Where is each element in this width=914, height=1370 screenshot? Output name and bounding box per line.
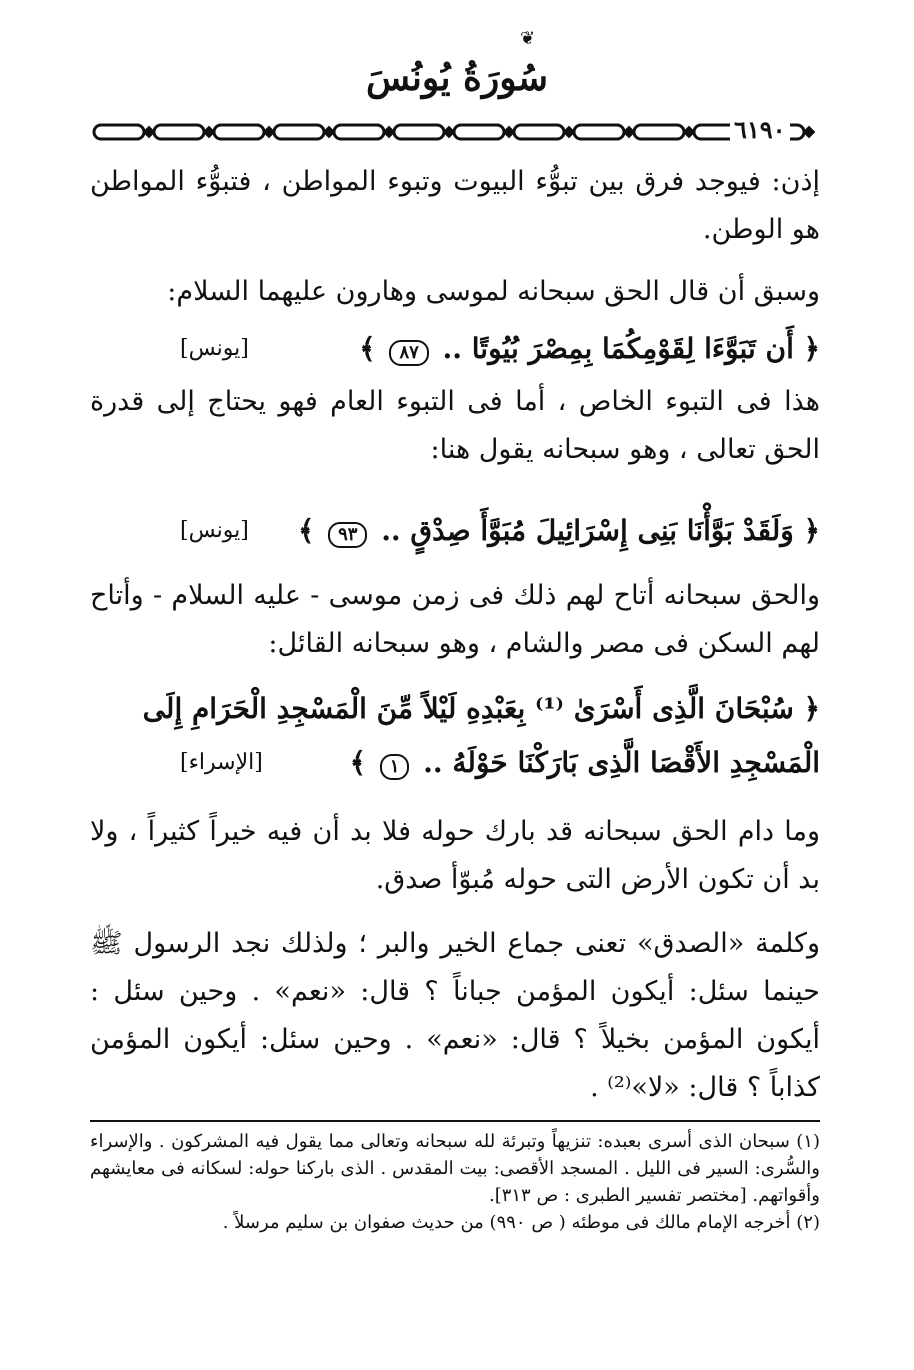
chain-link	[94, 125, 144, 139]
verse-open-bracket: ﴿	[803, 692, 820, 725]
chain-link	[454, 125, 504, 139]
paragraph-6: وكلمة «الصدق» تعنى جماع الخير والبر ؛ ولذلك نجد الرسول ﷺ حينما سئل: أيكون المؤمن جباناً ؟ قال: «نعم» . وحين سئل : أيكون المؤمن بخيلاً ؟ قال: «نعم» . وحين سئل: أيكون المؤمن كذاباً ؟ قال: «لا»⁽²⁾ .	[90, 928, 820, 1103]
paragraph-1: إذن: فيوجد فرق بين تبوُّء البيوت وتبوء المواطن ، فتبوُّء المواطن هو الوطن.	[90, 166, 820, 245]
chain-link	[274, 125, 324, 139]
verse-text: أَن تَبَوَّءَا لِقَوْمِكُمَا بِمِصْرَ بُيُوتًا ..	[442, 332, 794, 365]
paragraph-4: والحق سبحانه أتاح لهم ذلك فى زمن موسى - عليه السلام - وأتاح لهم السكن فى مصر والشام ، وهو سبحانه القائل:	[90, 580, 820, 659]
chain-diamond	[445, 128, 453, 136]
chain-diamond	[205, 128, 213, 136]
chain-diamond	[265, 128, 273, 136]
chain-diamond	[565, 128, 573, 136]
ayah-number: ١	[380, 754, 410, 780]
paragraph-2: وسبق أن قال الحق سبحانه لموسى وهارون عليهما السلام:	[167, 276, 820, 307]
chain-link	[214, 125, 264, 139]
chain-link	[154, 125, 204, 139]
surah-title: سُورَةُ يُونُسَ	[365, 57, 549, 99]
quran-verse-3	[90, 682, 820, 790]
chain-diamond	[145, 128, 153, 136]
paragraph-3: هذا فى التبوء الخاص ، أما فى التبوء العام فهو يحتاج إلى قدرة الحق تعالى ، وهو سبحانه يقول هنا:	[90, 386, 820, 465]
footnotes	[90, 1128, 820, 1236]
verse-text: سُبْحَانَ الَّذِى أَسْرَىٰ ⁽¹⁾ بِعَبْدِهِ لَيْلاً مِّنَ الْمَسْجِدِ الْحَرَامِ إِلَى الْمَسْجِدِ الأَقْصَا الَّذِى بَارَكْنَا حَوْلَهُ ..	[142, 692, 820, 779]
chain-diamond	[505, 128, 513, 136]
ayah-number: ٨٧	[389, 340, 428, 366]
quran-verse-2	[90, 504, 820, 558]
footnote-2: (٢) أخرجه الإمام مالك فى موطئه ( ص ٩٩٠) من حديث صفوان بن سليم مرسلاً .	[222, 1212, 820, 1233]
quran-verse-1	[90, 322, 820, 376]
chain-diamond	[325, 128, 333, 136]
chain-link	[574, 125, 624, 139]
chain-diamond	[805, 128, 813, 136]
verse-close-bracket: ﴾	[297, 514, 315, 547]
chain-link	[514, 125, 564, 139]
ornament-mark: ❦	[520, 28, 536, 49]
chain-link	[394, 125, 444, 139]
surah-reference: [يونس]	[180, 336, 249, 361]
chain-link	[334, 125, 384, 139]
surah-reference: [يونس]	[180, 518, 249, 543]
verse-close-bracket: ﴾	[349, 746, 366, 779]
page-number: ٦١٩٠	[730, 116, 790, 144]
ayah-number: ٩٣	[328, 522, 367, 548]
chain-ornament-icon	[90, 118, 830, 146]
chain-diamond	[685, 128, 693, 136]
chain-diamond	[385, 128, 393, 136]
surah-reference: [الإسراء]	[180, 750, 263, 775]
chain-diamond	[625, 128, 633, 136]
footnote-divider	[90, 1120, 820, 1122]
verse-close-bracket: ﴾	[359, 332, 376, 365]
footnote-1: (١) سبحان الذى أسرى بعبده: تنزيهاً وتبرئة لله سبحانه وتعالى مما يقول فيه المشركون . والإسراء والسُّرى: السير فى الليل . المسجد الأقصى: بيت المقدس . الذى باركنا حوله: لسكانه فى معايشهم وأقواتهم. [مختصر تفسير الطبرى : ص ٣١٣].	[90, 1131, 820, 1206]
chain-link	[634, 125, 684, 139]
decorative-rule	[90, 118, 830, 146]
verse-text: وَلَقَدْ بَوَّأْنَا بَنِى إِسْرَائِيلَ مُبَوَّأَ صِدْقٍ ..	[381, 514, 794, 547]
verse-open-bracket: ﴿	[803, 514, 820, 547]
verse-open-bracket: ﴿	[803, 332, 820, 365]
paragraph-5: وما دام الحق سبحانه قد بارك حوله فلا بد أن فيه خيراً كثيراً ، ولا بد أن تكون الأرض التى حوله مُبوّأ صدق.	[90, 816, 820, 895]
